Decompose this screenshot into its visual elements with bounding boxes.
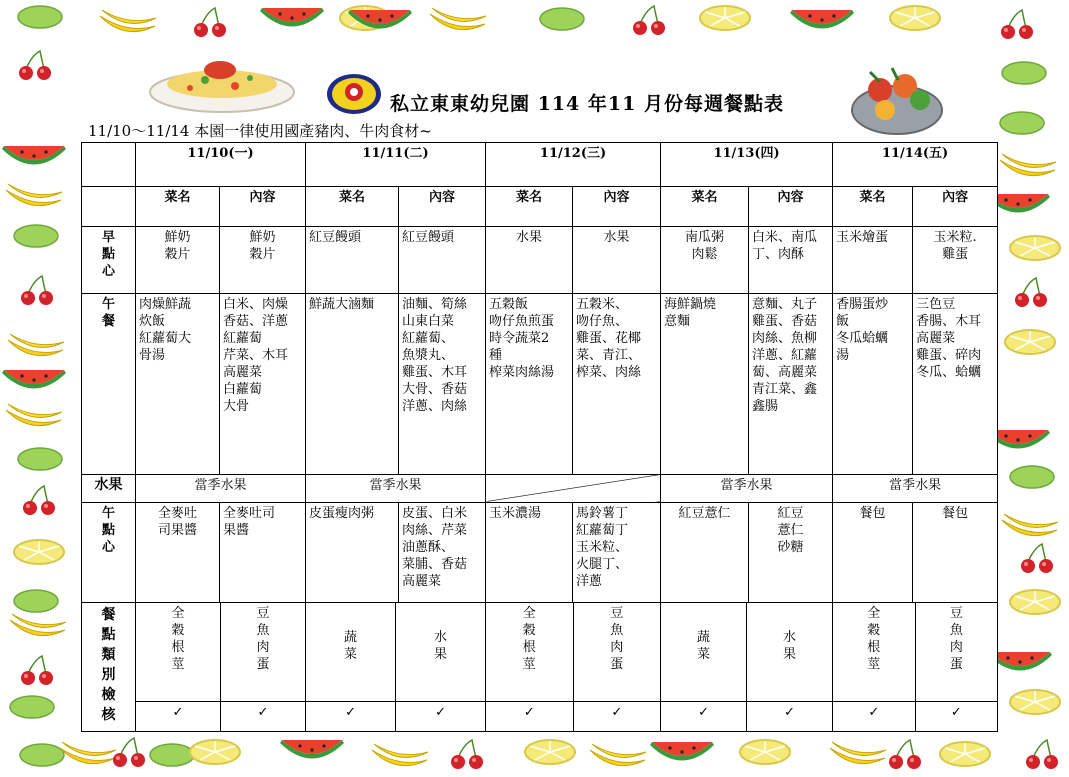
row-label-lunch: 午 餐	[82, 293, 136, 474]
snack-dish: 全麥吐 司果醬	[136, 502, 220, 603]
check-mark: ✓	[306, 702, 396, 731]
breakfast-content: 白米、南瓜 丁、肉酥	[749, 227, 833, 293]
row-label-snack: 午 點 心	[82, 502, 136, 603]
lunch-dish: 香腸蛋炒 飯 冬瓜蛤蠣 湯	[833, 293, 913, 474]
check-mark-group	[833, 701, 998, 731]
check-mark-group	[661, 701, 833, 731]
column-header-content: 內容	[220, 187, 306, 227]
lunch-dish: 肉燥鮮蔬 炊飯 紅蘿蔔大 骨湯	[136, 293, 220, 474]
fruit-cell: 當季水果	[833, 474, 998, 502]
snack-dish: 紅豆薏仁	[661, 502, 749, 603]
snack-content: 馬鈴薯丁 紅蘿蔔丁 玉米粒、 火腿丁、 洋蔥	[573, 502, 661, 603]
fruit-cell: 當季水果	[661, 474, 833, 502]
vegetables-bowl-image	[852, 68, 942, 134]
check-mark: ✓	[257, 704, 269, 720]
breakfast-dish: 南瓜粥 肉鬆	[661, 227, 749, 293]
breakfast-dish: 水果	[486, 227, 573, 293]
lunch-content: 意麵、丸子 雞蛋、香菇 肉絲、魚柳 洋蔥、紅蘿 蔔、高麗菜 青江菜、鑫 鑫腸	[749, 293, 833, 474]
snack-content: 餐包	[913, 502, 998, 603]
corner-cell	[82, 143, 136, 187]
check-mark: ✓	[611, 704, 623, 720]
lunch-content: 油麵、筍絲 山東白菜 紅蘿蔔、 魚漿丸、 雞蛋、木耳 大骨、香菇 洋蔥、肉絲	[399, 293, 486, 474]
column-header-name: 菜名	[136, 187, 220, 227]
category-grains: 全 穀 根 莖	[833, 603, 915, 701]
check-category-group	[661, 603, 833, 702]
snack-dish: 皮蛋瘦肉粥	[306, 502, 399, 603]
category-grains: 全 穀 根 莖	[136, 603, 221, 701]
category-protein: 豆 魚 肉 蛋	[949, 606, 963, 673]
check-category-group	[486, 603, 661, 702]
lunch-content: 五穀米、 吻仔魚、 雞蛋、花椰 菜、青江、 榨菜、肉絲	[573, 293, 661, 474]
fruit-cell-empty	[486, 474, 661, 502]
row-label-check: 餐 點 類 別 檢 核	[82, 603, 136, 732]
day-header: 11/13(四)	[661, 143, 833, 187]
check-mark: ✓	[950, 704, 962, 720]
breakfast-content: 玉米粒. 雞蛋	[913, 227, 998, 293]
category-vegetables: 蔬 菜	[306, 603, 396, 701]
fruit-cell: 當季水果	[306, 474, 486, 502]
snack-content: 全麥吐司 果醬	[220, 502, 306, 603]
check-mark: ✓	[661, 702, 747, 731]
breakfast-dish: 鮮奶 穀片	[136, 227, 220, 293]
day-header: 11/11(二)	[306, 143, 486, 187]
column-header-content: 內容	[399, 187, 486, 227]
lunch-row	[82, 293, 998, 474]
category-fruit: 水 果	[434, 630, 448, 663]
check-mark: ✓	[833, 702, 915, 731]
fried-rice-plate-image	[150, 61, 294, 112]
column-header-content: 內容	[749, 187, 833, 227]
breakfast-content: 水果	[573, 227, 661, 293]
lunch-dish: 鮮蔬大滷麵	[306, 293, 399, 474]
check-category-group	[833, 603, 998, 702]
check-category-row	[82, 603, 998, 702]
column-header-row	[82, 187, 998, 227]
lunch-dish: 海鮮鍋燒 意麵	[661, 293, 749, 474]
category-fruit: 水 果	[783, 630, 797, 663]
corner-cell	[82, 187, 136, 227]
category-protein: 豆 魚 肉 蛋	[610, 606, 624, 673]
row-label-fruit: 水果	[82, 474, 136, 502]
column-header-content: 內容	[913, 187, 998, 227]
page-subtitle: 11/10～11/14 本園一律使用國產豬肉、牛肉食材~	[88, 122, 432, 140]
check-category-group	[306, 603, 486, 702]
fruit-row	[82, 474, 998, 502]
check-mark-group	[486, 701, 661, 731]
check-category-group	[136, 603, 306, 702]
check-mark: ✓	[435, 704, 446, 720]
lunch-dish: 五穀飯 吻仔魚煎蛋 時令蔬菜2 種 榨菜肉絲湯	[486, 293, 573, 474]
page-title: 私立東東幼兒園 114 年11 月份每週餐點表	[390, 93, 784, 115]
fruit-cell: 當季水果	[136, 474, 306, 502]
school-logo	[325, 72, 383, 117]
check-mark: ✓	[784, 704, 795, 720]
snack-row	[82, 502, 998, 603]
column-header-content: 內容	[573, 187, 661, 227]
day-header: 11/14(五)	[833, 143, 998, 187]
check-mark-row	[82, 701, 998, 731]
snack-dish: 餐包	[833, 502, 913, 603]
lunch-content: 三色豆 香腸、木耳 高麗菜 雞蛋、碎肉 冬瓜、蛤蠣	[913, 293, 998, 474]
category-grains: 全 穀 根 莖	[486, 603, 573, 701]
lunch-content: 白米、肉燥 香菇、洋蔥 紅蘿蔔 芹菜、木耳 高麗菜 白蘿蔔 大骨	[220, 293, 306, 474]
check-mark: ✓	[136, 702, 221, 731]
day-header: 11/10(一)	[136, 143, 306, 187]
breakfast-dish: 紅豆饅頭	[306, 227, 399, 293]
snack-content: 皮蛋、白米 肉絲、芹菜 油蔥酥、 菜脯、香菇 高麗菜	[399, 502, 486, 603]
check-mark-group	[306, 701, 486, 731]
breakfast-content: 紅豆饅頭	[399, 227, 486, 293]
day-header-row	[82, 143, 998, 187]
check-mark-group	[136, 701, 306, 731]
breakfast-dish: 玉米燴蛋	[833, 227, 913, 293]
column-header-name: 菜名	[833, 187, 913, 227]
weekly-menu-table	[81, 142, 998, 732]
snack-content: 紅豆 薏仁 砂糖	[749, 502, 833, 603]
column-header-name: 菜名	[661, 187, 749, 227]
breakfast-content: 鮮奶 穀片	[220, 227, 306, 293]
category-vegetables: 蔬 菜	[661, 603, 747, 701]
check-mark: ✓	[486, 702, 573, 731]
column-header-name: 菜名	[306, 187, 399, 227]
snack-dish: 玉米濃湯	[486, 502, 573, 603]
column-header-name: 菜名	[486, 187, 573, 227]
row-label-breakfast: 早 點 心	[82, 227, 136, 293]
category-protein: 豆 魚 肉 蛋	[256, 606, 270, 673]
breakfast-row	[82, 227, 998, 293]
day-header: 11/12(三)	[486, 143, 661, 187]
